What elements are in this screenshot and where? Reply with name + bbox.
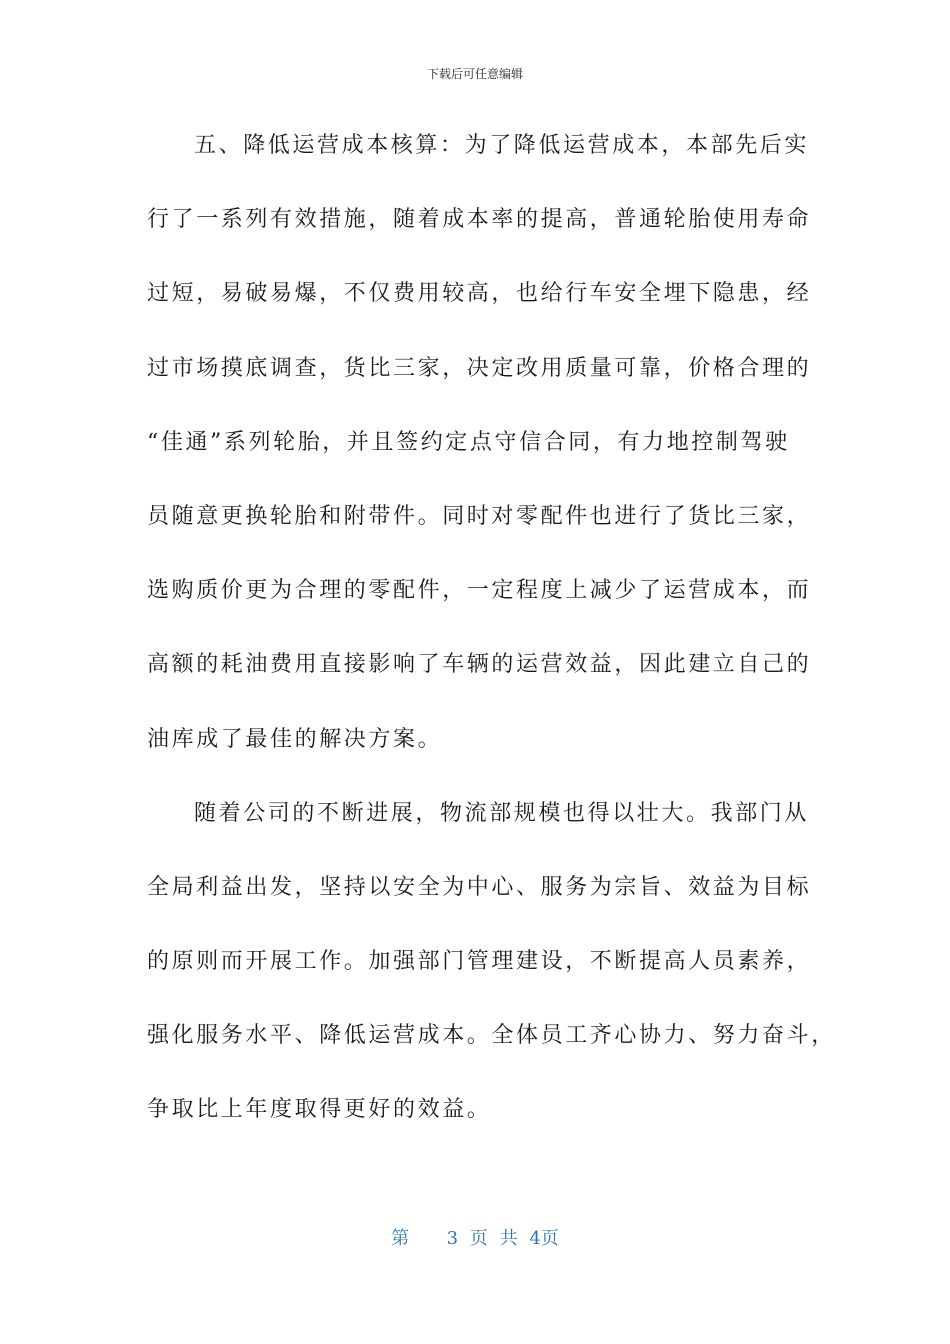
paragraph-2-line-1: 随着公司的不断进展，物流部规模也得以壮大。我部门从 xyxy=(194,800,810,826)
paragraph-1-line-1: 五、降低运营成本核算：为了降低运营成本，本部先后实 xyxy=(194,133,810,158)
paragraph-2-line-2: 全局利益出发，坚持以安全为中心、服务为宗旨、效益为目标 xyxy=(147,874,812,900)
paragraph-1-line-9: 油库成了最佳的解决方案。 xyxy=(147,726,443,752)
page-header: 下载后可任意编辑 xyxy=(426,67,523,81)
footer-current-page: 3 xyxy=(446,1228,459,1249)
paragraph-1-line-2: 行了一系列有效措施，随着成本率的提高，普通轮胎使用寿命 xyxy=(147,207,812,233)
footer-total-pages: 4 xyxy=(529,1228,541,1249)
paragraph-1-line-8: 高额的耗油费用直接影响了车辆的运营效益，因此建立自己的 xyxy=(147,652,812,678)
document-body xyxy=(147,126,836,1165)
page-footer xyxy=(0,1228,950,1250)
paragraph-1-line-6: 员随意更换轮胎和附带件。同时对零配件也进行了货比三家， xyxy=(147,503,812,529)
paragraph-2-line-5: 争取比上年度取得更好的效益。 xyxy=(147,1097,492,1123)
paragraph-1-line-4: 过市场摸底调查，货比三家，决定改用质量可靠，价格合理的 xyxy=(147,355,812,381)
paragraph-2-line-4: 强化服务水平、降低运营成本。全体员工齐心协力、努力奋斗， xyxy=(147,1023,836,1049)
footer-prefix: 第 xyxy=(391,1228,410,1249)
paragraph-1-line-3: 过短，易破易爆，不仅费用较高，也给行车安全埋下隐患，经 xyxy=(147,281,812,307)
paragraph-2-line-3: 的原则而开展工作。加强部门管理建设，不断提高人员素养， xyxy=(147,949,812,975)
footer-mid: 页 共 xyxy=(469,1228,518,1249)
paragraph-1-line-7: 选购质价更为合理的零配件，一定程度上减少了运营成本，而 xyxy=(147,578,812,604)
paragraph-1-line-5: “佳通”系列轮胎，并且签约定点守信合同，有力地控制驾驶 xyxy=(147,429,790,455)
footer-suffix: 页 xyxy=(540,1228,559,1249)
